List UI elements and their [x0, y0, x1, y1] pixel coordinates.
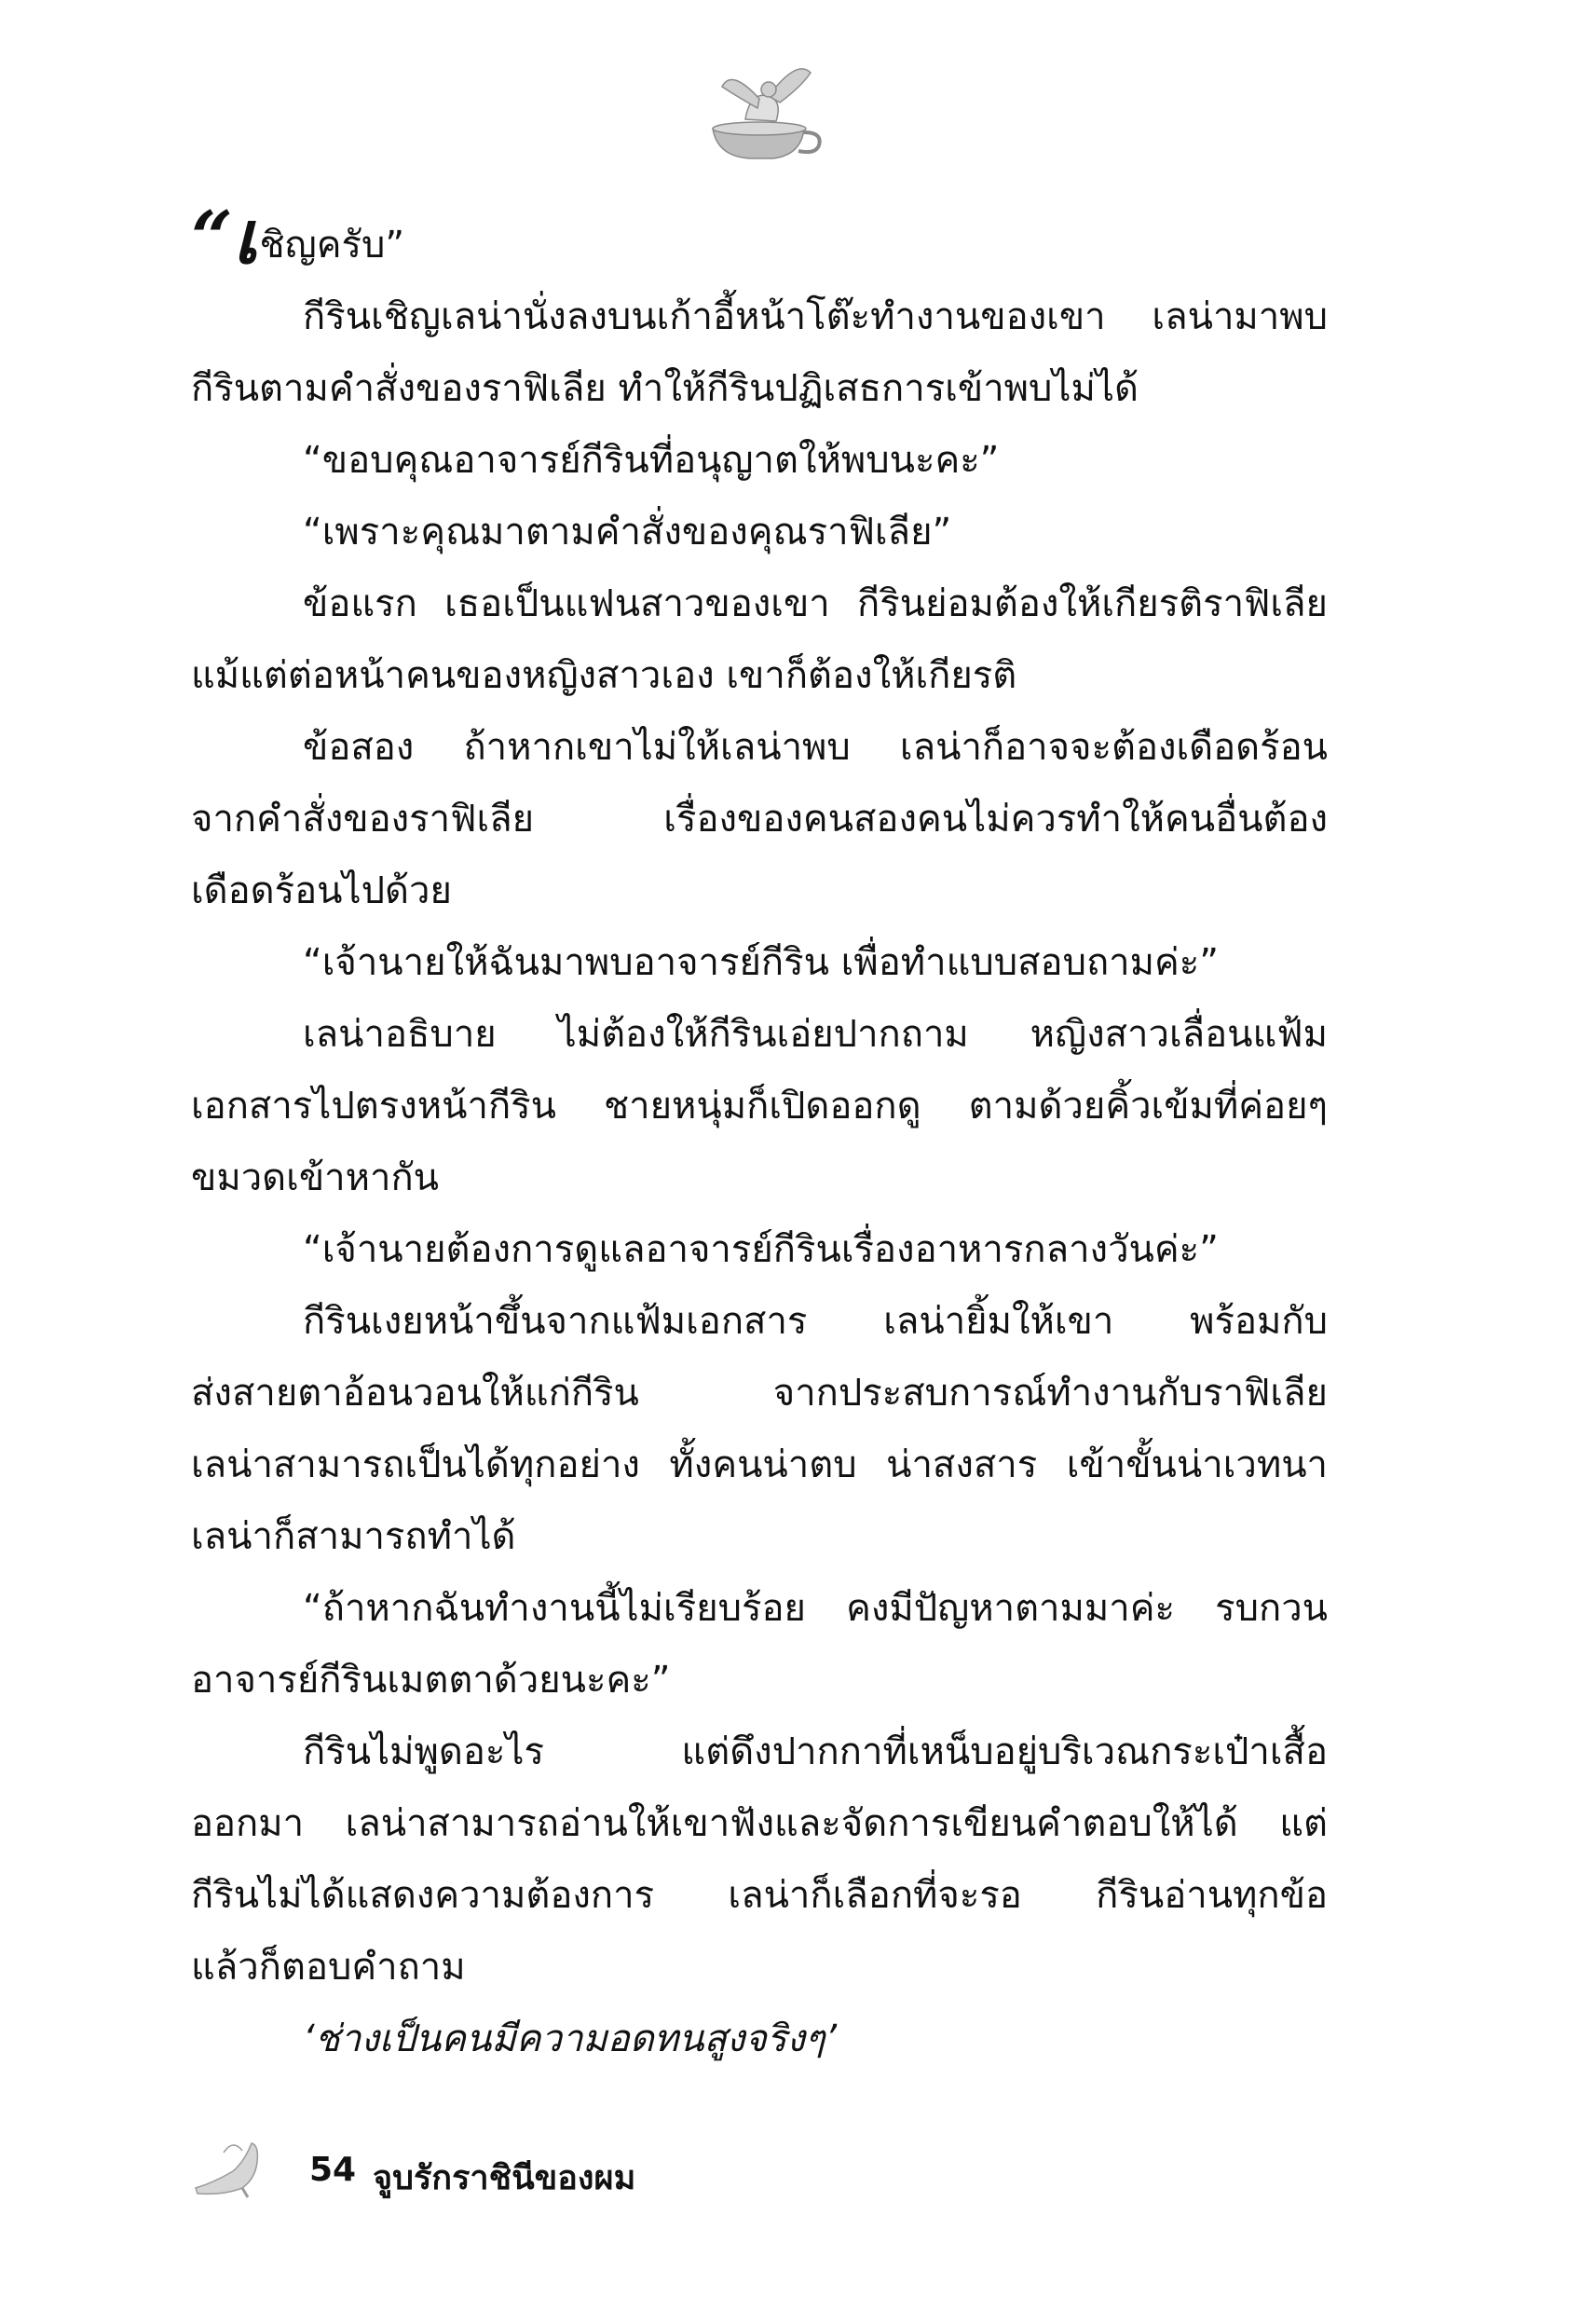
text-line: อาจารย์กีรินเมตตาด้วยนะคะ”	[191, 1659, 671, 1702]
text-line: “เจ้านายต้องการดูแลอาจารย์กีรินเรื่องอาหารกลางวันค่ะ”	[303, 1228, 1219, 1271]
text-line: ส่งสายตาอ้อนวอนให้แก่กีริน จากประสบการณ์ทำงานกับราฟิเลีย	[191, 1372, 1328, 1415]
text-line: เลน่าสามารถเป็นได้ทุกอย่าง ทั้งคนน่าตบ น่าสงสาร เข้าขั้นน่าเวทนา	[191, 1443, 1328, 1486]
text-line: “ถ้าหากฉันทำงานนี้ไม่เรียบร้อย คงมีปัญหาตามมาค่ะ รบกวน	[303, 1587, 1328, 1630]
glass-slipper-icon	[186, 2134, 270, 2199]
fairy-teacup-ornament-icon	[694, 54, 825, 166]
text-line: เลน่าอธิบาย ไม่ต้องให้กีรินเอ่ยปากถาม หญิงสาวเลื่อนแฟ้ม	[303, 1013, 1328, 1056]
book-title: จูบรักราชินีของผม	[373, 2159, 636, 2197]
text-line: กีรินไม่ได้แสดงความต้องการ เลน่าก็เลือกที่จะรอ กีรินอ่านทุกข้อ	[191, 1874, 1328, 1917]
text-line: เลน่าก็สามารถทำได้	[191, 1515, 516, 1558]
text-line: กีรินเชิญเลน่านั่งลงบนเก้าอี้หน้าโต๊ะทำงานของเขา เลน่ามาพบ	[303, 295, 1328, 338]
text-line-rest: ชิญครับ”	[259, 224, 405, 267]
text-line: “เจ้านายให้ฉันมาพบอาจารย์กีริน เพื่อทำแบบสอบถามค่ะ”	[303, 941, 1219, 984]
text-line: ขมวดเข้าหากัน	[191, 1156, 440, 1199]
body-text	[191, 196, 1328, 2075]
drop-cap: “เ	[191, 196, 258, 280]
text-line: เอกสารไปตรงหน้ากีริน ชายหนุ่มก็เปิดออกดู ตามด้วยคิ้วเข้มที่ค่อยๆ	[191, 1085, 1328, 1128]
text-line: กีรินตามคำสั่งของราฟิเลีย ทำให้กีรินปฏิเสธการเข้าพบไม่ได้	[191, 367, 1139, 410]
text-line: ออกมา เลน่าสามารถอ่านให้เขาฟังและจัดการเขียนคำตอบให้ได้ แต่	[191, 1802, 1328, 1845]
text-line: ข้อแรก เธอเป็นแฟนสาวของเขา กีรินย่อมต้องให้เกียรติราฟิเลีย	[303, 582, 1328, 625]
page-number: 54	[309, 2151, 357, 2189]
text-line: “ขอบคุณอาจารย์กีรินที่อนุญาตให้พบนะคะ”	[303, 439, 1000, 482]
text-line: แล้วก็ตอบคำถาม	[191, 1946, 466, 1989]
text-line	[191, 196, 1328, 281]
page-footer	[186, 2134, 839, 2208]
text-line: จากคำสั่งของราฟิเลีย เรื่องของคนสองคนไม่ควรทำให้คนอื่นต้อง	[191, 798, 1328, 841]
text-line: ‘ช่างเป็นคนมีความอดทนสูงจริงๆ’	[303, 2017, 838, 2060]
text-line: เดือดร้อนไปด้วย	[191, 869, 452, 912]
text-line: กีรินเงยหน้าขึ้นจากแฟ้มเอกสาร เลน่ายิ้มให้เขา พร้อมกับ	[303, 1300, 1328, 1343]
text-line: แม้แต่ต่อหน้าคนของหญิงสาวเอง เขาก็ต้องให้เกียรติ	[191, 654, 1017, 697]
text-line: ข้อสอง ถ้าหากเขาไม่ให้เลน่าพบ เลน่าก็อาจจะต้องเดือดร้อน	[303, 726, 1328, 769]
text-line: กีรินไม่พูดอะไร แต่ดึงปากกาที่เหน็บอยู่บริเวณกระเป๋าเสื้อ	[303, 1730, 1328, 1773]
text-line: “เพราะคุณมาตามคำสั่งของคุณราฟิเลีย”	[303, 511, 952, 554]
